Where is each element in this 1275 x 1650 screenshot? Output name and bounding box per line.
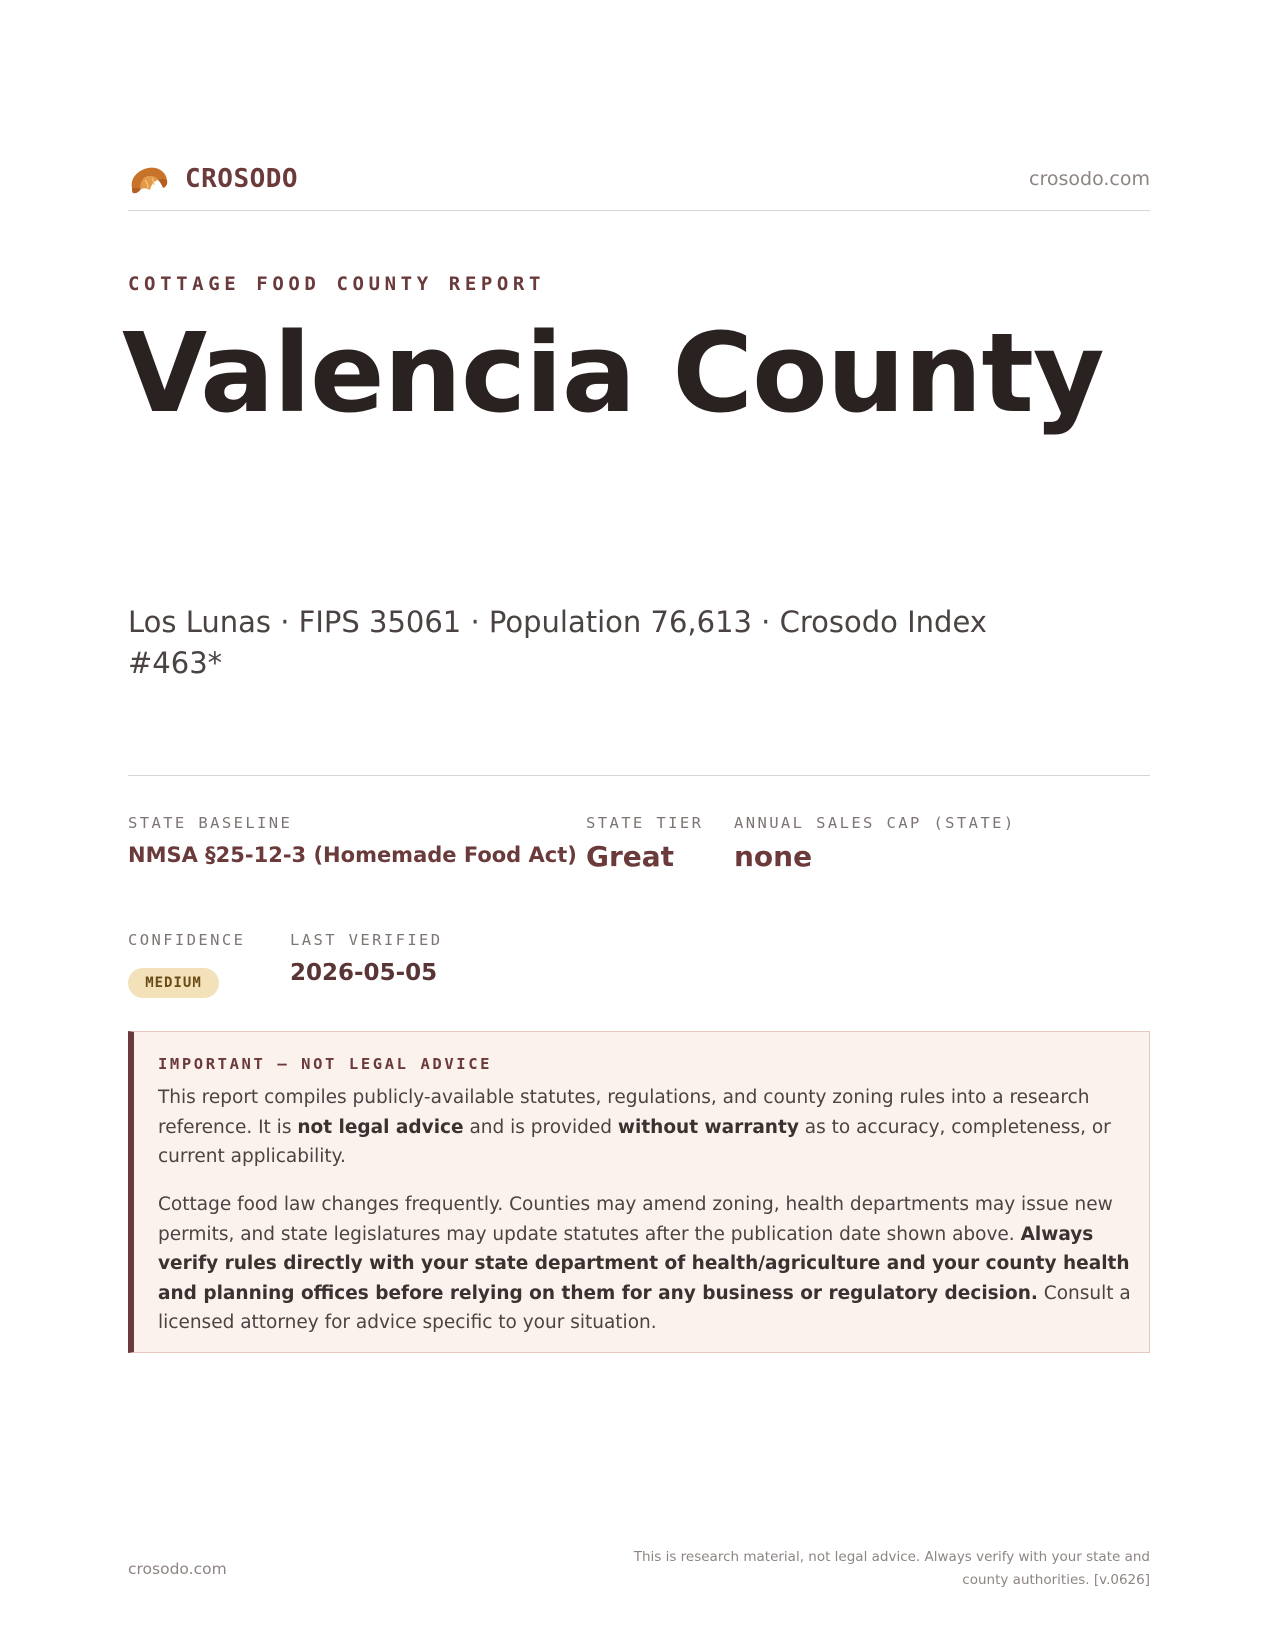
footer-site-url[interactable]: crosodo.com bbox=[128, 1560, 227, 1578]
section-divider bbox=[128, 775, 1150, 776]
footer-disclaimer: This is research material, not legal advice. Always verify with your state and county authorities. [v.0626] bbox=[633, 1549, 1150, 1588]
brand-name: CROSODO bbox=[185, 164, 299, 194]
state-tier-label: STATE TIER bbox=[586, 814, 704, 832]
notice-paragraph-2: Cottage food law changes frequently. Counties may amend zoning, health departments may issue new permits, and state legislatures may update statutes after the publication date shown above. Always verify rules directly with your state department of health/agriculture and your county health and planning offices before relying on them for any business or regulatory decision. Consult a licensed attorney for advice specific to your situation. bbox=[158, 1194, 1131, 1333]
state-baseline-label: STATE BASELINE bbox=[128, 814, 293, 832]
site-url[interactable]: crosodo.com bbox=[1029, 168, 1150, 190]
report-header bbox=[128, 158, 1150, 211]
page-title: Valencia County bbox=[122, 309, 1104, 437]
state-baseline-value: NMSA §25-12-3 (Homemade Food Act) bbox=[128, 843, 577, 867]
last-verified-label: LAST VERIFIED bbox=[290, 931, 443, 949]
report-kicker: COTTAGE FOOD COUNTY REPORT bbox=[128, 273, 546, 295]
sales-cap-value: none bbox=[734, 840, 813, 873]
state-tier-value: Great bbox=[586, 840, 675, 873]
confidence-label: CONFIDENCE bbox=[128, 931, 246, 949]
croissant-icon bbox=[128, 158, 170, 200]
legal-notice bbox=[128, 1031, 1150, 1353]
confidence-badge: MEDIUM bbox=[128, 968, 219, 998]
notice-title: IMPORTANT — NOT LEGAL ADVICE bbox=[158, 1055, 493, 1073]
last-verified-value: 2026-05-05 bbox=[290, 960, 438, 986]
county-subtitle: Los Lunas · FIPS 35061 · Population 76,613 · Crosodo Index #463* bbox=[128, 605, 987, 680]
sales-cap-label: ANNUAL SALES CAP (STATE) bbox=[734, 814, 1016, 832]
notice-paragraph-1: This report compiles publicly-available statutes, regulations, and county zoning rules into a research reference. It is not legal advice and is provided without warranty as to accuracy, completeness, or current applicability. bbox=[158, 1087, 1111, 1167]
